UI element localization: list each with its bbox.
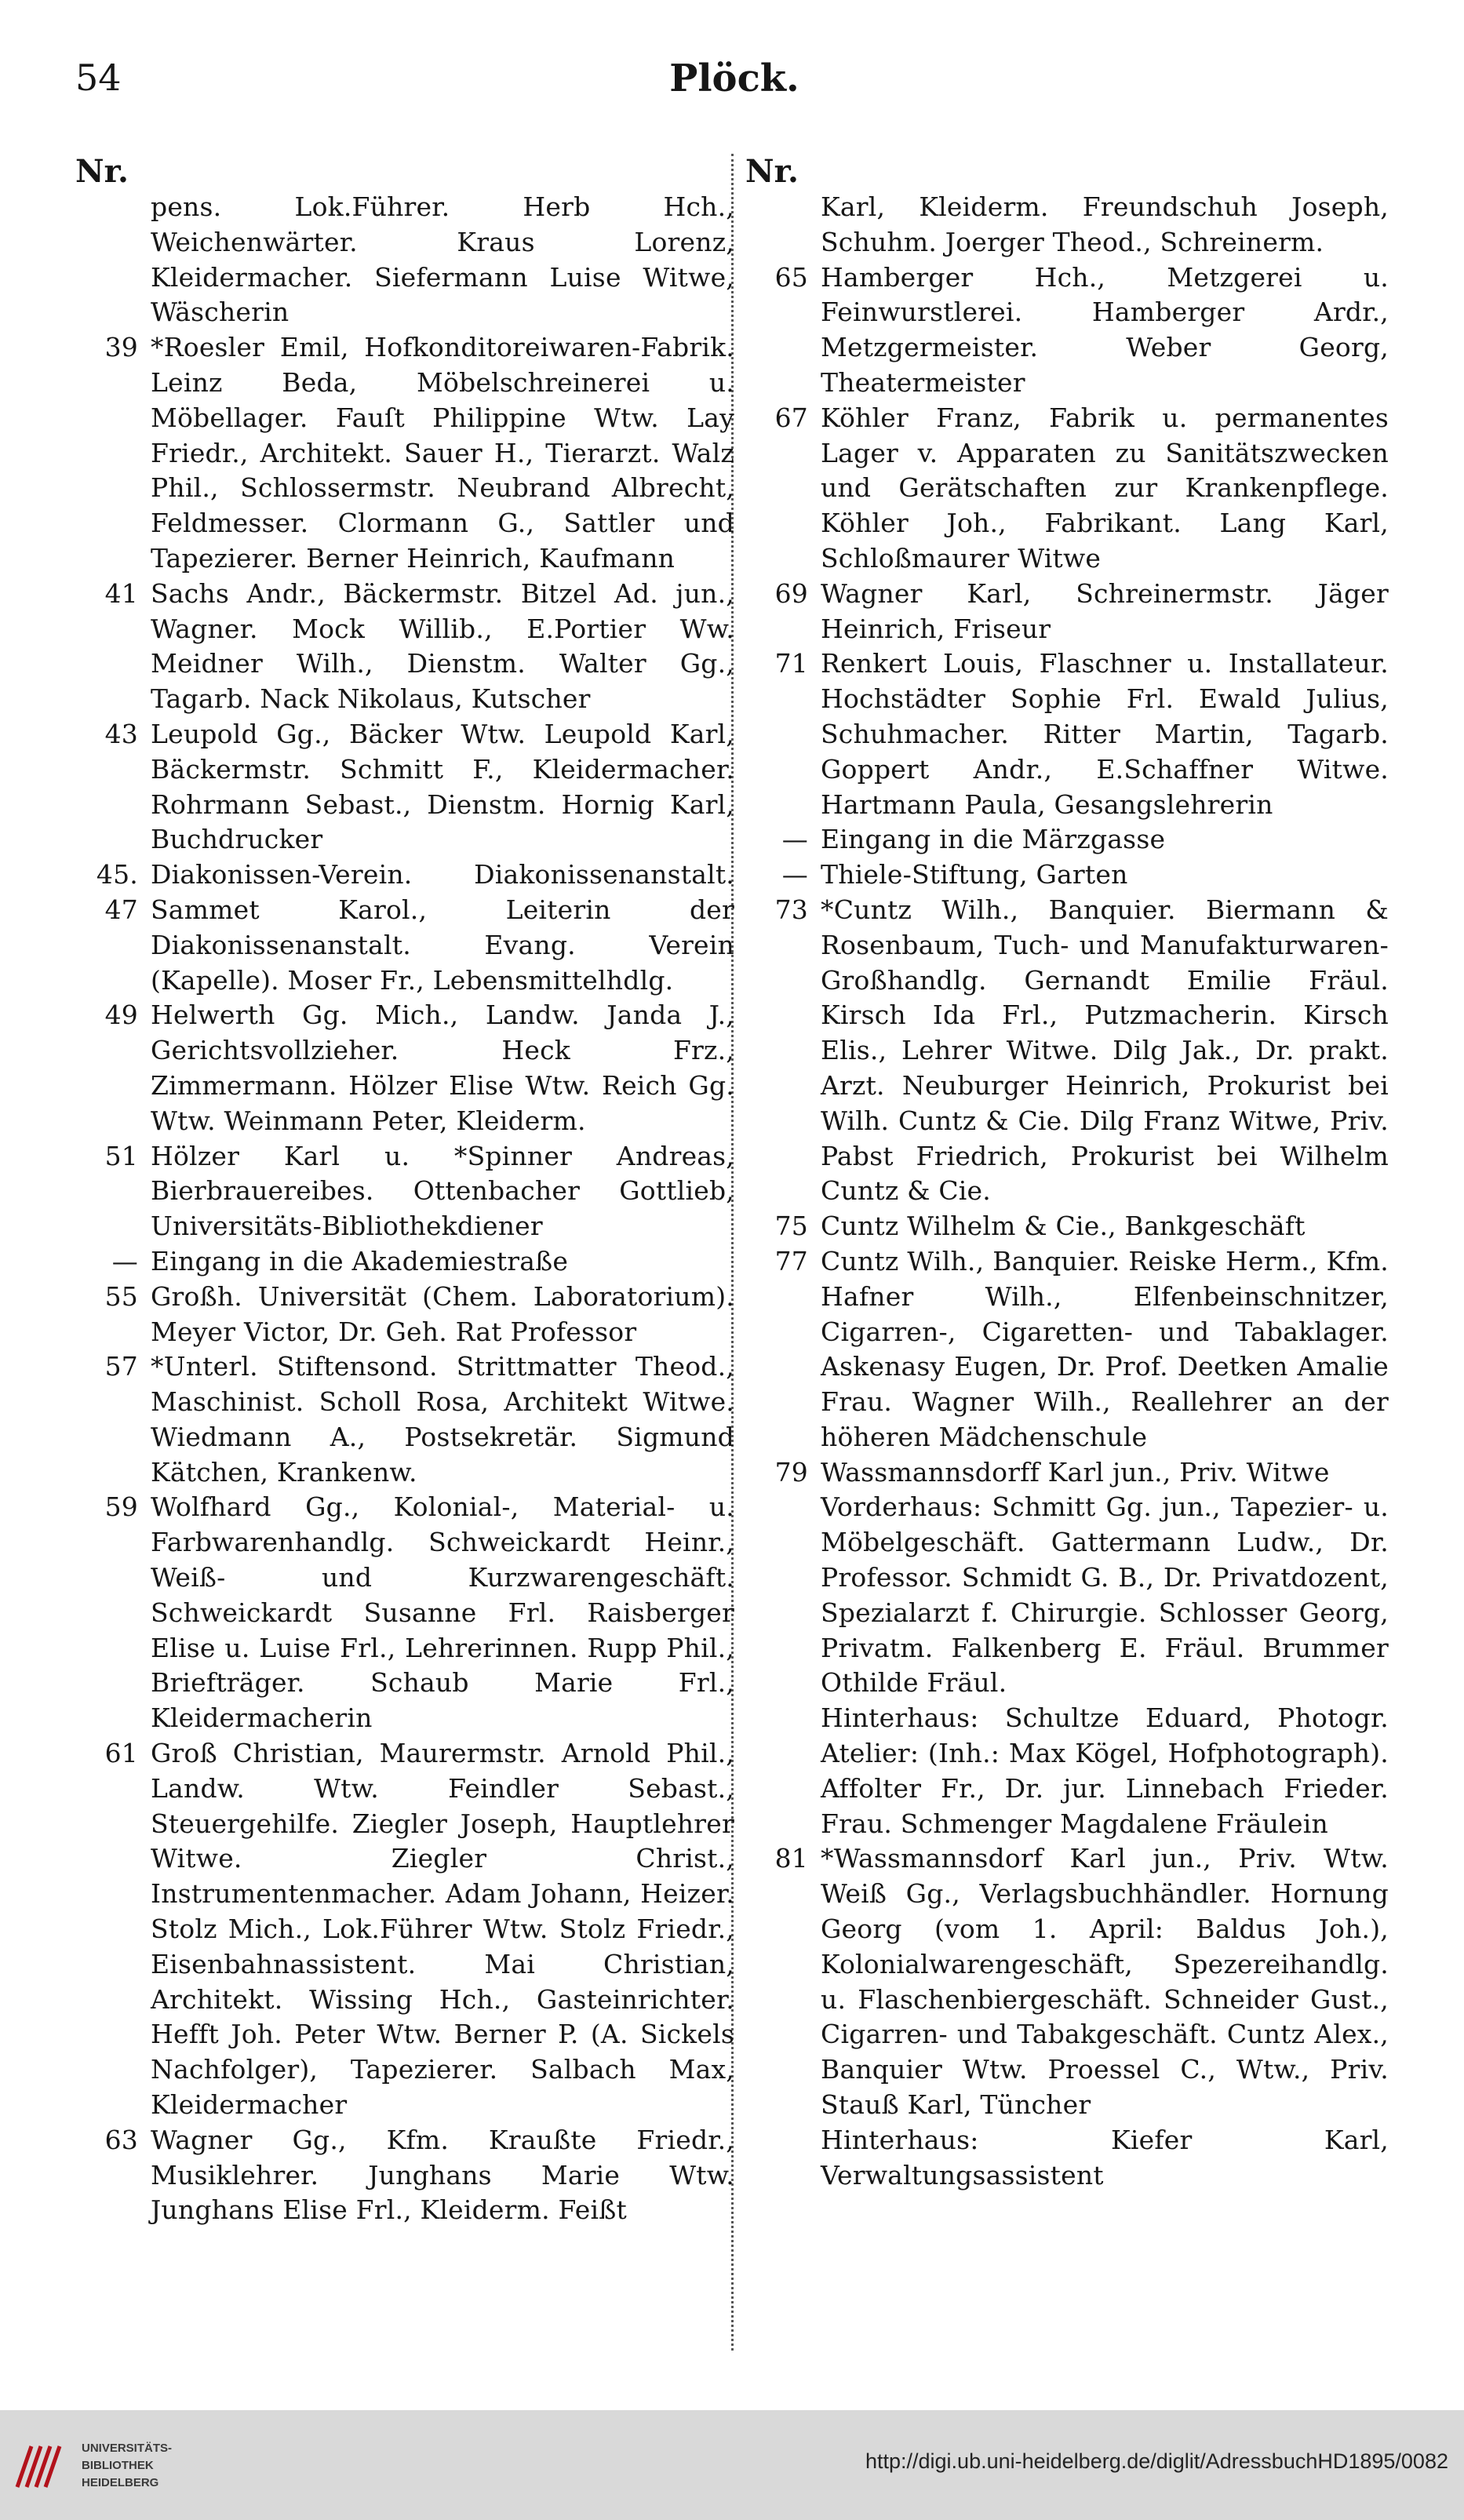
resident-listing: Großh. Universität (Chem. Laboratorium). Meyer Victor, Dr. Geh. Rat Professor [151, 1280, 734, 1347]
house-number: 65 [774, 261, 808, 293]
house-number: 71 [774, 648, 808, 679]
house-number: 55 [104, 1280, 138, 1312]
resident-listing: *Cuntz Wilh., Banquier. Biermann & Rosenbaum, Tuch- und Manufakturwaren-Großhandlg. Gernandt Emilie Fräul. Kirsch Ida Frl., Putzmacherin. Kirsch Elis., Lehrer Witwe. Dilg Jak., Dr. prakt. Arzt. Neuburger Heinrich, Prokurist bei Wilh. Cuntz & Cie. Dilg Franz Witwe, Priv. Pabst Friedrich, Prokurist bei Wilhelm Cuntz & Cie. [821, 894, 1389, 1207]
resident-listing: Karl, Kleiderm. Freundschuh Joseph, Schuhm. Joerger Theod., Schreinerm. [821, 191, 1389, 257]
address-entry [75, 190, 734, 330]
address-entry [745, 1244, 1389, 1455]
page-title: Plöck. [669, 56, 799, 100]
address-entry [75, 858, 734, 998]
house-number: 77 [774, 1245, 808, 1276]
house-number: 45. 47 [96, 859, 138, 925]
resident-listing: Wagner Gg., Kfm. Kraußte Friedr., Musiklehrer. Junghans Marie Wtw. Junghans Elise Frl., Kleiderm. Feißt [151, 2124, 734, 2226]
address-entry [75, 1736, 734, 2123]
house-number: 61 [104, 1738, 138, 1769]
right-column-heading: Nr. [745, 153, 799, 190]
resident-listing: Diakonissen-Verein. Diakonissenanstalt. Sammet Karol., Leiterin der Diakonissenanstalt. Evang. Verein (Kapelle). Moser Fr., Lebensmittelhdlg. [151, 859, 734, 996]
resident-listing: Wassmannsdorff Karl jun., Priv. Witwe [821, 1456, 1330, 1488]
resident-listing: Leupold Gg., Bäcker Wtw. Leupold Karl, Bäckermstr. Schmitt F., Kleidermacher. Rohrmann Sebast., Dienstm. Hornig Karl, Buchdrucker [151, 718, 734, 855]
address-entry [75, 1490, 734, 1736]
address-entry [745, 2123, 1389, 2194]
left-entry-list [75, 190, 734, 2228]
address-entry [75, 2123, 734, 2228]
house-number: 41 [104, 577, 138, 609]
resident-listing: *Roesler Emil, Hofkonditoreiwaren-Fabrik. Leinz Beda, Möbelschreinerei u. Möbellager. Fauſt Philippine Wtw. Lay Friedr., Architekt. Sauer H., Tierarzt. Walz Phil., Schlossermstr. Neubrand Albrecht, Feldmesser. Clormann G., Sattler und Tapezierer. Berner Heinrich, Kaufmann [151, 332, 734, 574]
address-entry [745, 1209, 1389, 1244]
address-entry [75, 998, 734, 1138]
library-name-line: BIBLIOTHEK [82, 2459, 154, 2472]
resident-listing: *Wassmannsdorf Karl jun., Priv. Wtw. Weiß Gg., Verlagsbuchhändler. Hornung Georg (vom 1. April: Baldus Joh.), Kolonialwarengeschäft, Spezereihandlg. u. Flaschenbiergeschäft. Schneider Gust., Cigarren- und Tabakgeschäft. Cuntz Alex., Banquier Wtw. Proessel C., Wtw., Priv. Stauß Karl, Tüncher [821, 1843, 1389, 2121]
house-number: 51 [104, 1140, 138, 1171]
house-number: 59 [104, 1491, 138, 1523]
address-entry [75, 577, 734, 717]
resident-listing: Vorderhaus: Schmitt Gg. jun., Tapezier- u. Möbelgeschäft. Gattermann Ludw., Dr. Professor. Schmidt G. B., Dr. Privatdozent, Spezialarzt f. Chirurgie. Schlosser Georg, Privatm. Falkenberg E. Fräul. Brummer Othilde Fräul. [821, 1491, 1389, 1699]
address-entry [745, 1455, 1389, 1491]
right-column [745, 154, 1389, 2193]
address-entry [75, 717, 734, 858]
library-name-line: HEIDELBERG [82, 2476, 159, 2489]
address-entry [75, 1139, 734, 1244]
house-number: — [111, 1245, 138, 1276]
resident-listing: Eingang in die Akademiestraße [151, 1245, 569, 1276]
address-entry [745, 1841, 1389, 2122]
resident-listing: Renkert Louis, Flaschner u. Installateur. Hochstädter Sophie Frl. Ewald Julius, Schuhmacher. Ritter Martin, Tagarb. Goppert Andr., E.Schaffner Witwe. Hartmann Paula, Gesangslehrerin [821, 648, 1389, 820]
resident-listing: Hölzer Karl u. *Spinner Andreas, Bierbrauereibes. Ottenbacher Gottlieb, Universitäts-Bibliothekdiener [151, 1140, 734, 1242]
house-number: — [781, 859, 808, 890]
resident-listing: Thiele-Stiftung, Garten [821, 859, 1128, 890]
resident-listing: Cuntz Wilhelm & Cie., Bankgeschäft [821, 1211, 1306, 1242]
address-entry [745, 646, 1389, 822]
house-number: 49 [104, 1000, 138, 1031]
resident-listing: Sachs Andr., Bäckermstr. Bitzel Ad. jun., Wagner. Mock Willib., E.Portier Ww. Meidner Wilh., Dienstm. Walter Gg., Tagarb. Nack Nikolaus, Kutscher [151, 577, 734, 715]
left-column [75, 154, 734, 2228]
address-entry [75, 330, 734, 577]
address-entry [75, 1244, 734, 1280]
resident-listing: Groß Christian, Maurermstr. Arnold Phil., Landw. Wtw. Feindler Sebast., Steuergehilfe. Ziegler Joseph, Hauptlehrer Witwe. Ziegler Christ., Instrumentenmacher. Adam Johann, Heizer. Stolz Mich., Lok.Führer Wtw. Stolz Friedr., Eisenbahnassistent. Mai Christian, Architekt. Wissing Hch., Gasteinrichter. Hefft Joh. Peter Wtw. Berner P. (A. Sickels Nachfolger), Tapezierer. Salbach Max, Kleidermacher [151, 1738, 734, 2121]
house-number: 75 [774, 1211, 808, 1242]
address-entry [745, 893, 1389, 1209]
page-number: 54 [75, 56, 122, 99]
address-entry [745, 260, 1389, 401]
resident-listing: Cuntz Wilh., Banquier. Reiske Herm., Kfm. Hafner Wilh., Elfenbeinschnitzer, Cigarren-, Cigaretten- und Tabaklager. Askenasy Eugen, Dr. Prof. Deetken Amalie Frau. Wagner Wilh., Reallehrer an der höheren Mädchenschule [821, 1245, 1389, 1452]
resident-listing: *Unterl. Stiftensond. Strittmatter Theod., Maschinist. Scholl Rosa, Architekt Witwe. Wiedmann A., Postsekretär. Sigmund Kätchen, Krankenw. [151, 1351, 734, 1488]
address-entry [75, 1349, 734, 1490]
footer-bar [0, 2410, 1464, 2520]
house-number: 73 [774, 894, 808, 925]
resident-listing: Wolfhard Gg., Kolonial-, Material- u. Farbwarenhandlg. Schweickardt Heinr., Weiß- und Kurzwarengeschäft. Schweickardt Susanne Frl. Raisberger Elise u. Luise Frl., Lehrerinnen. Rupp Phil., Briefträger. Schaub Marie Frl., Kleidermacherin [151, 1491, 734, 1734]
house-number: 81 [774, 1843, 808, 1874]
address-entry [75, 1280, 734, 1350]
university-library-logo-icon [11, 2438, 66, 2493]
left-column-heading: Nr. [75, 153, 129, 190]
address-entry [745, 401, 1389, 577]
library-name [82, 2440, 172, 2492]
address-entry [745, 190, 1389, 260]
resident-listing: Köhler Franz, Fabrik u. permanentes Lager v. Apparaten zu Sanitätszwecken und Gerätschaften zur Krankenpflege. Köhler Joh., Fabrikant. Lang Karl, Schloßmaurer Witwe [821, 402, 1389, 574]
resident-listing: pens. Lok.Führer. Herb Hch., Weichenwärter. Kraus Lorenz, Kleidermacher. Siefermann Luise Witwe, Wäscherin [151, 191, 734, 328]
resident-listing: Helwerth Gg. Mich., Landw. Janda J., Gerichtsvollzieher. Heck Frz., Zimmermann. Hölzer Elise Wtw. Reich Gg. Wtw. Weinmann Peter, Kleiderm. [151, 1000, 734, 1136]
resident-listing: Wagner Karl, Schreinermstr. Jäger Heinrich, Friseur [821, 577, 1389, 644]
house-number: 63 [104, 2124, 138, 2155]
house-number: 69 [774, 577, 808, 609]
resident-listing: Hamberger Hch., Metzgerei u. Feinwurstlerei. Hamberger Ardr., Metzgermeister. Weber Georg, Theatermeister [821, 261, 1389, 398]
address-entry [745, 1490, 1389, 1701]
library-name-line: UNIVERSITÄTS- [82, 2442, 173, 2455]
address-entry [745, 1701, 1389, 1841]
right-entry-list [745, 190, 1389, 2193]
resident-listing: Hinterhaus: Kiefer Karl, Verwaltungsassistent [821, 2124, 1389, 2190]
house-number: 67 [774, 402, 808, 433]
house-number: 43 [104, 718, 138, 749]
address-entry [745, 577, 1389, 647]
house-number: 39 [104, 332, 138, 363]
house-number: 57 [104, 1351, 138, 1382]
address-entry [745, 858, 1389, 893]
page-header [75, 56, 1393, 119]
house-number: 79 [774, 1456, 808, 1488]
address-entry [745, 822, 1389, 858]
resident-listing: Eingang in die Märzgasse [821, 824, 1166, 855]
resident-listing: Hinterhaus: Schultze Eduard, Photogr. Atelier: (Inh.: Max Kögel, Hofphotograph). Affolter Fr., Dr. jur. Linnebach Frieder. Frau. Schmenger Magdalene Fräulein [821, 1702, 1389, 1839]
house-number: — [781, 824, 808, 855]
source-url-link[interactable]: http://digi.ub.uni-heidelberg.de/diglit/AdressbuchHD1895/0082 [865, 2449, 1448, 2473]
